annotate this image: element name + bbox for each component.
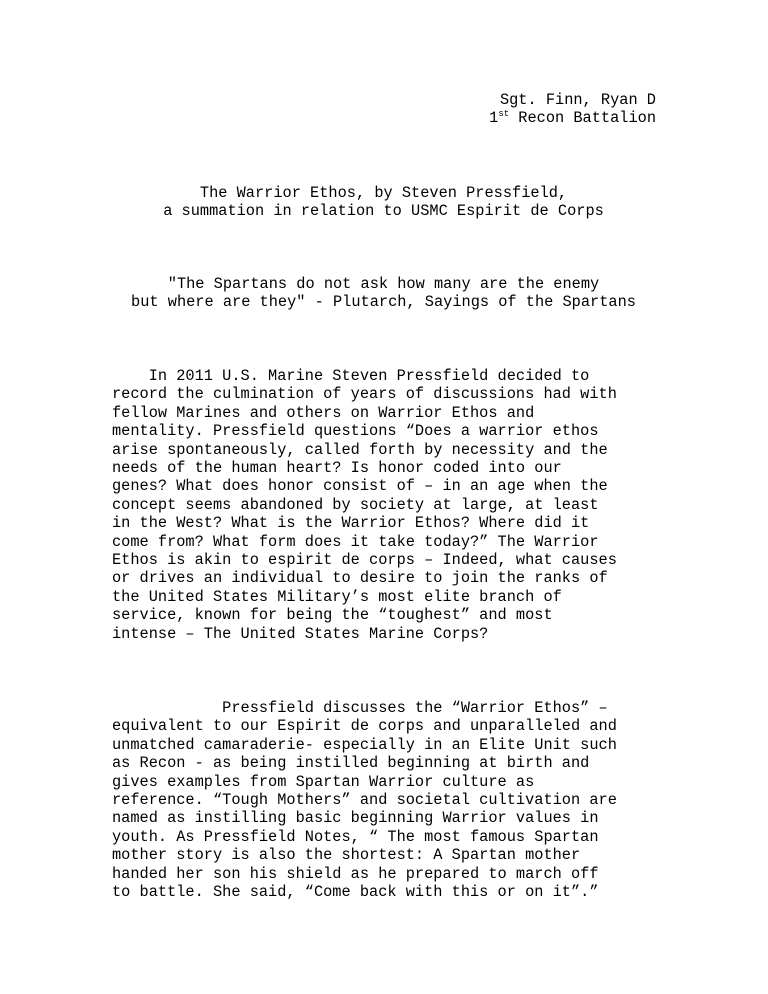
- paragraph-line: youth. As Pressfield Notes, “ The most famous Spartan: [112, 827, 599, 846]
- paragraph-line: needs of the human heart? Is honor coded into our: [112, 459, 562, 478]
- quote-line: "The Spartans do not ask how many are the enemy: [167, 275, 600, 293]
- paragraph-line: Ethos is akin to espirit de corps – Indeed, what causes: [112, 551, 617, 570]
- author-header: [489, 91, 656, 128]
- author-name: Sgt. Finn, Ryan D: [499, 91, 656, 109]
- paragraph-line: fellow Marines and others on Warrior Ethos and: [112, 403, 535, 422]
- paragraph-line: named as instilling basic beginning Warrior values in: [112, 809, 599, 828]
- unit-name: Recon Battalion: [509, 109, 656, 128]
- unit-number: 1: [489, 109, 499, 128]
- unit-suffix: st: [498, 109, 510, 120]
- paragraph-line: record the culmination of years of discussions had with: [112, 385, 617, 404]
- paragraph-line: reference. “Tough Mothers” and societal cultivation are: [112, 791, 617, 810]
- paragraph-line: or drives an individual to desire to join the ranks of: [112, 569, 608, 588]
- paragraph-line: gives examples from Spartan Warrior culture as: [112, 772, 535, 791]
- paragraph-line: mentality. Pressfield questions “Does a warrior ethos: [112, 422, 599, 441]
- paragraph-line: to battle. She said, “Come back with this or on it”.”: [112, 883, 599, 902]
- paragraph-line: handed her son his shield as he prepared to march off: [112, 864, 599, 883]
- author-unit: [489, 109, 656, 127]
- paragraph-1: [112, 367, 668, 643]
- paragraph-line: unmatched camaraderie- especially in an Elite Unit such: [112, 735, 617, 754]
- paragraph-line: mother story is also the shortest: A Spartan mother: [112, 846, 581, 865]
- paragraph-line: concept seems abandoned by society at large, at least: [112, 495, 599, 514]
- paragraph-line: In 2011 U.S. Marine Steven Pressfield decided to: [112, 367, 590, 385]
- title-line: The Warrior Ethos, by Steven Pressfield,: [199, 184, 568, 202]
- paragraph-line: Pressfield discusses the “Warrior Ethos” –: [112, 699, 608, 717]
- paragraph-line: in the West? What is the Warrior Ethos? Where did it: [112, 514, 590, 533]
- quote-line: but where are they" - Plutarch, Sayings of the Spartans: [131, 293, 636, 312]
- paragraph-line: intense – The United States Marine Corps?: [112, 624, 489, 643]
- paragraph-line: arise spontaneously, called forth by necessity and the: [112, 440, 608, 459]
- paragraph-line: equivalent to our Espirit de corps and unparalleled and: [112, 717, 617, 736]
- paragraph-line: service, known for being the “toughest” and most: [112, 606, 553, 625]
- paragraph-line: come from? What form does it take today?” The Warrior: [112, 532, 599, 551]
- paragraph-line: as Recon - as being instilled beginning at birth and: [112, 754, 590, 773]
- document-title: [112, 184, 655, 221]
- paragraph-line: the United States Military’s most elite branch of: [112, 587, 562, 606]
- title-line: a summation in relation to USMC Espirit de Corps: [163, 202, 604, 221]
- paragraph-line: genes? What does honor consist of – in an age when the: [112, 477, 608, 496]
- epigraph-quote: [112, 275, 655, 312]
- paragraph-2: [112, 699, 668, 901]
